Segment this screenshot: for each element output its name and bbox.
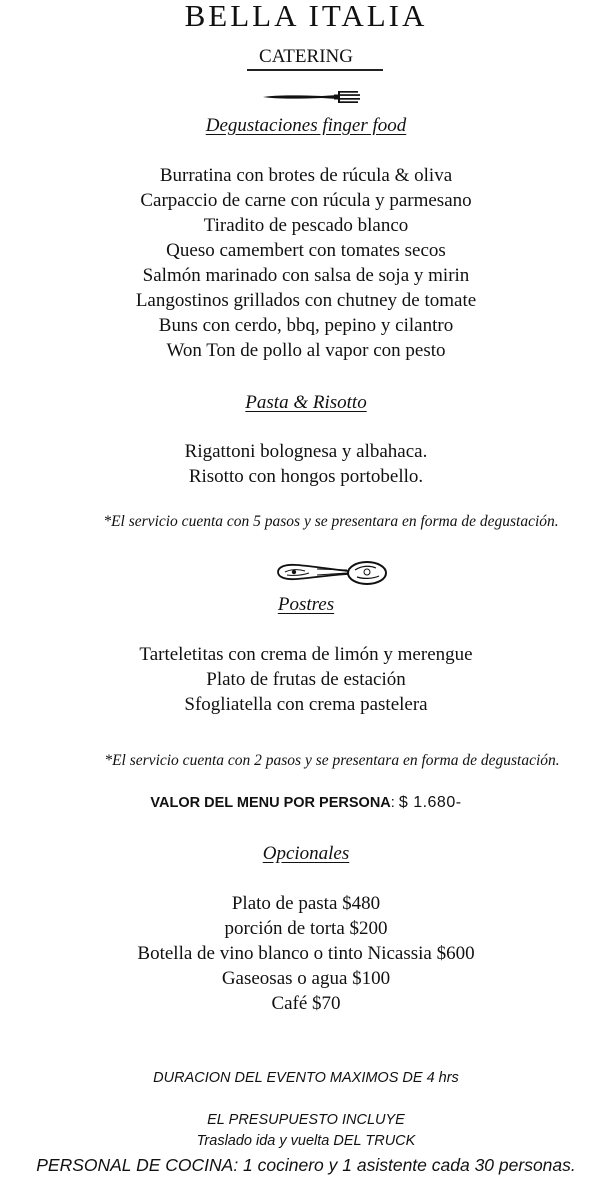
menu-item: Won Ton de pollo al vapor con pesto [166, 340, 446, 361]
menu-price [0, 793, 612, 813]
menu-item: Sfogliatella con crema pastelera [184, 694, 428, 715]
budget-includes-line: PERSONAL DE COCINA: 1 cocinero y 1 asistente cada 30 personas. [36, 1155, 576, 1175]
menu-item: Buns con cerdo, bbq, pepino y cilantro [158, 315, 454, 336]
menu-price-label: VALOR DEL MENU POR PERSONA [150, 795, 391, 811]
section-heading-opcionales: Opcionales [262, 843, 350, 864]
page-subtitle: CATERING [259, 46, 353, 67]
menu-item: Salmón marinado con salsa de soja y mirin [142, 265, 470, 286]
menu-item: Burratina con brotes de rúcula & oliva [159, 165, 453, 186]
event-duration: DURACION DEL EVENTO MAXIMOS DE 4 hrs [153, 1070, 459, 1086]
budget-includes-line: Traslado ida y vuelta DEL TRUCK [196, 1133, 416, 1149]
menu-item: Carpaccio de carne con rúcula y parmesano [140, 190, 472, 211]
optional-item: Café $70 [271, 993, 341, 1014]
menu-item: Rigattoni bolognesa y albahaca. [184, 441, 428, 462]
menu-price-separator: : [390, 795, 395, 811]
section-heading-finger-food: Degustaciones finger food [205, 115, 407, 136]
menu-item: Tiradito de pescado blanco [203, 215, 409, 236]
menu-item: Queso camembert con tomates secos [166, 240, 446, 261]
service-note: *El servicio cuenta con 2 pasos y se presentara en forma de degustación. [104, 752, 560, 769]
section-heading-pasta: Pasta & Risotto [245, 392, 367, 413]
optional-item: Plato de pasta $480 [231, 893, 381, 914]
optional-item: porción de torta $200 [224, 918, 388, 939]
menu-item: Risotto con hongos portobello. [188, 466, 424, 487]
service-note: *El servicio cuenta con 5 pasos y se presentara en forma de degustación. [103, 513, 559, 530]
budget-includes-title: EL PRESUPUESTO INCLUYE [207, 1112, 405, 1128]
section-heading-postres: Postres [277, 594, 335, 615]
optional-item: Botella de vino blanco o tinto Nicassia $600 [137, 943, 475, 964]
page-title: BELLA ITALIA [184, 0, 428, 33]
optional-item: Gaseosas o agua $100 [221, 968, 391, 989]
subtitle-underline [247, 69, 383, 71]
menu-item: Langostinos grillados con chutney de tomate [135, 290, 477, 311]
menu-item: Tarteletitas con crema de limón y merengue [139, 644, 473, 665]
spoon-icon [275, 558, 389, 588]
menu-price-value: $ 1.680- [398, 794, 462, 811]
fork-icon [262, 88, 362, 106]
menu-item: Plato de frutas de estación [206, 669, 406, 690]
